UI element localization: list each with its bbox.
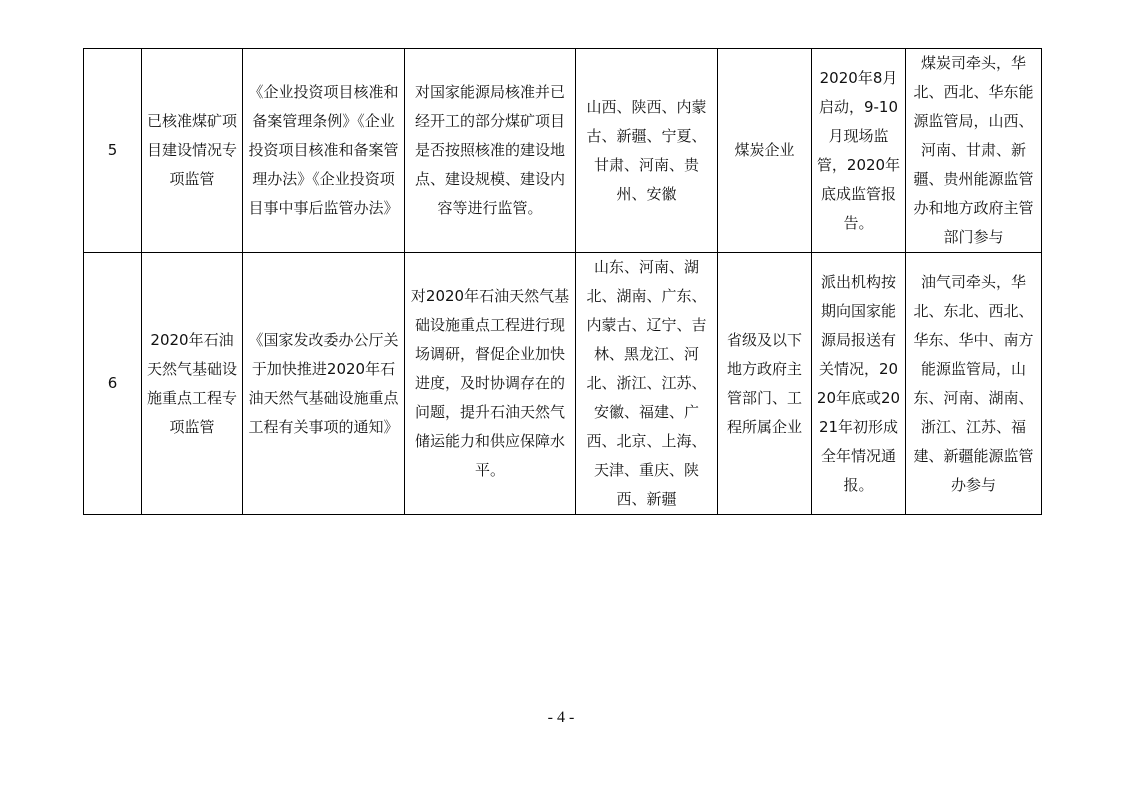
cell-legal-basis: 《企业投资项目核准和备案管理条例》《企业投资项目核准和备案管理办法》《企业投资项目事中事后监管办法》 bbox=[243, 49, 405, 253]
cell-region-scope: 山东、河南、湖北、湖南、广东、内蒙古、辽宁、吉林、黑龙江、河北、浙江、江苏、安徽、福建、广西、北京、上海、天津、重庆、陕西、新疆 bbox=[576, 253, 718, 515]
cell-organizer: 煤炭司牵头，华北、西北、华东能源监管局，山西、河南、甘肃、新疆、贵州能源监管办和地方政府主管部门参与 bbox=[906, 49, 1042, 253]
cell-item-name: 已核准煤矿项目建设情况专项监管 bbox=[142, 49, 243, 253]
cell-supervision-content: 对2020年石油天然气基础设施重点工程进行现场调研，督促企业加快进度，及时协调存在的问题，提升石油天然气储运能力和供应保障水平。 bbox=[405, 253, 576, 515]
cell-schedule: 2020年8月启动，9-10月现场监管，2020年底成监管报告。 bbox=[812, 49, 906, 253]
cell-item-name: 2020年石油天然气基础设施重点工程专项监管 bbox=[142, 253, 243, 515]
cell-supervision-content: 对国家能源局核准并已经开工的部分煤矿项目是否按照核准的建设地点、建设规模、建设内容等进行监管。 bbox=[405, 49, 576, 253]
cell-schedule: 派出机构按期向国家能源局报送有关情况，2020年底或2021年初形成全年情况通报。 bbox=[812, 253, 906, 515]
cell-supervised-target: 省级及以下地方政府主管部门、工程所属企业 bbox=[718, 253, 812, 515]
cell-legal-basis: 《国家发改委办公厅关于加快推进2020年石油天然气基础设施重点工程有关事项的通知》 bbox=[243, 253, 405, 515]
supervision-table bbox=[83, 48, 1042, 515]
page-number: - 4 - bbox=[547, 709, 575, 726]
table-row-6 bbox=[84, 253, 1042, 515]
cell-supervised-target: 煤炭企业 bbox=[718, 49, 812, 253]
cell-serial-number: 5 bbox=[84, 49, 142, 253]
cell-serial-number: 6 bbox=[84, 253, 142, 515]
table-row-5 bbox=[84, 49, 1042, 253]
cell-organizer: 油气司牵头，华北、东北、西北、华东、华中、南方能源监管局，山东、河南、湖南、浙江、江苏、福建、新疆能源监管办参与 bbox=[906, 253, 1042, 515]
supervision-table-container bbox=[83, 48, 1041, 515]
cell-region-scope: 山西、陕西、内蒙古、新疆、宁夏、甘肃、河南、贵州、安徽 bbox=[576, 49, 718, 253]
